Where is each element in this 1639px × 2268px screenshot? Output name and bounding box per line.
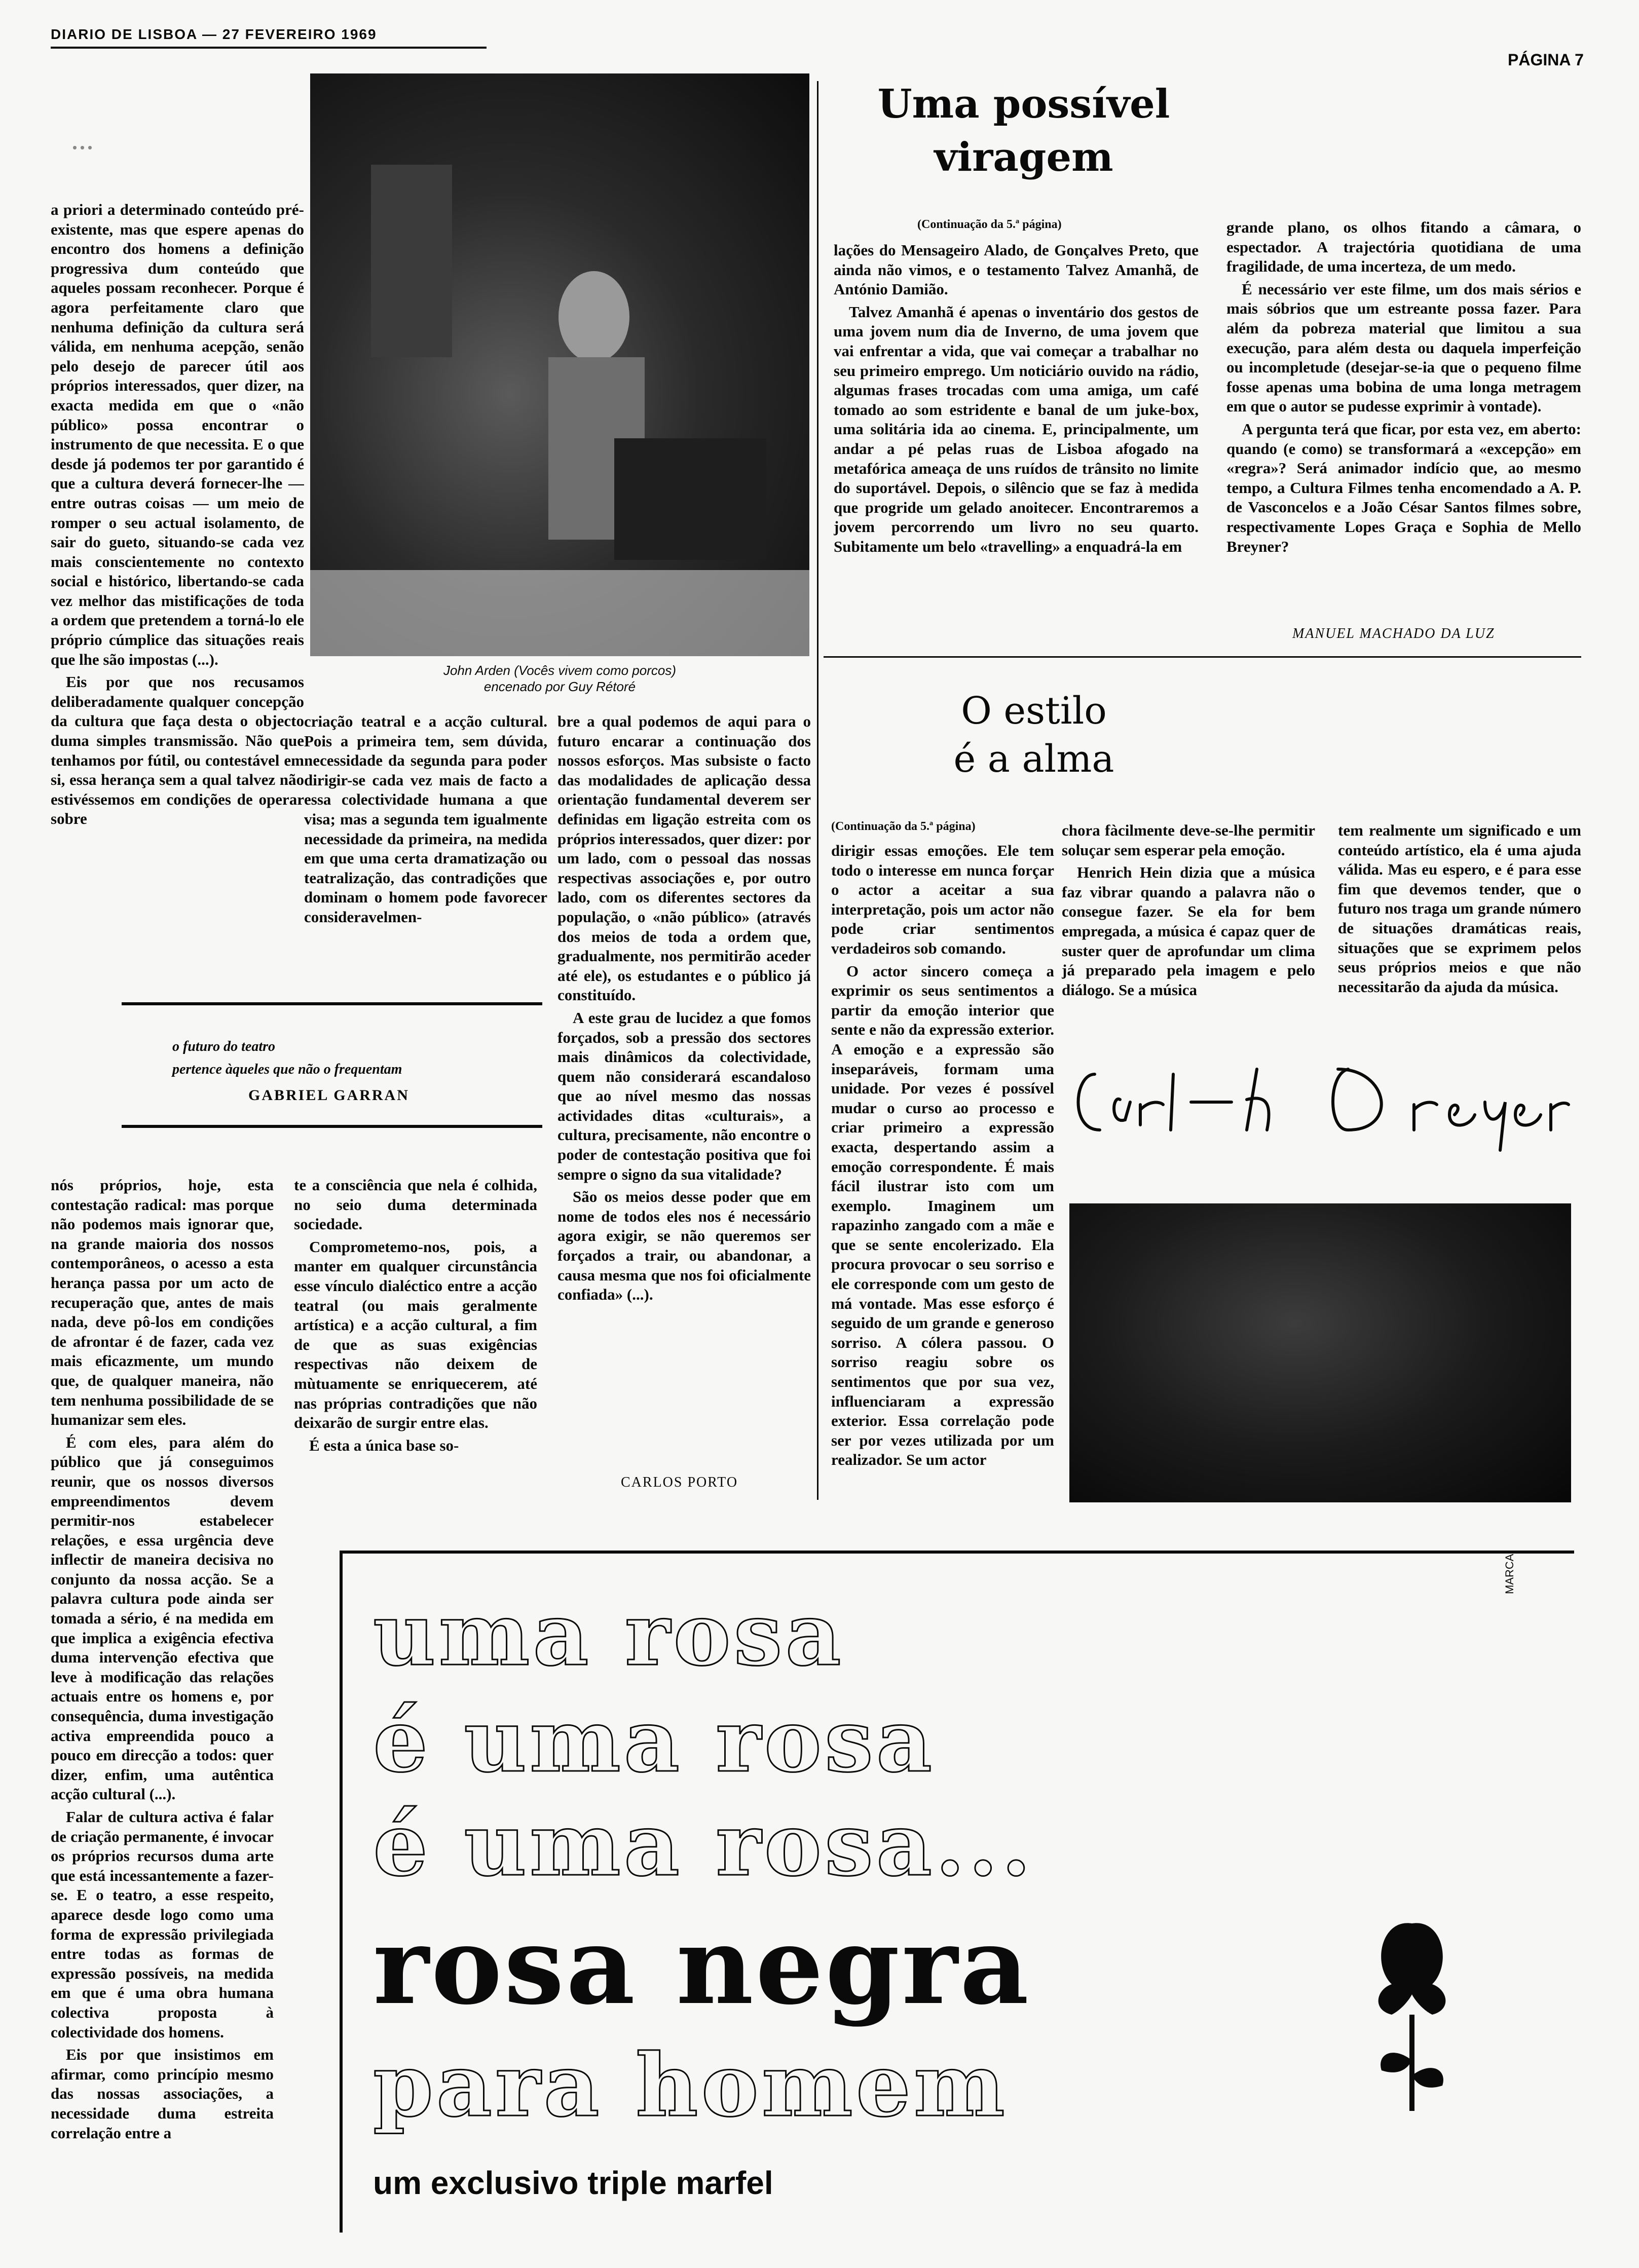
advert-line-3: é uma rosa... (373, 1794, 1034, 1896)
photo-caption-1: John Arden (Vocês vivem como porcos) (443, 663, 677, 678)
signature-carlos-porto: CARLOS PORTO (621, 1475, 738, 1490)
estilo-col-3 (1338, 821, 1581, 1034)
viragem-continuation: (Continuação da 5.ª página) (917, 218, 1062, 231)
middle-col-2 (557, 712, 811, 1502)
advert-brand: rosa negra (373, 1903, 1031, 2028)
left-para-1: a priori a determinado conteúdo pré-existente, mas que espere apenas do encontro dos homens a definição progressiva dum conteúdo que aqueles possam reconhecer. Porque é agora perfeitamente claro que nenhuma definição da cultura será válida, em nenhuma acepção, senão pelo desejo de parecer útil aos próprios interessados, quer dizer, na exacta medida em que o «não público» possa encontrar o instrumento de que necessita. E o que desde já podemos ter por garantido é que a cultura deverá fornecer-lhe — entre outras coisas — um meio de romper o seu actual isolamento, de sair do gueto, situando-se cada vez mais conscientemente no contexto social e histórico, libertando-se cada vez melhor das mistificações de toda a ordem que pretendem a torná-lo ele próprio cúmplice das situações reais que lhe são impostas (...). (51, 201, 304, 668)
advert-line-2: é uma rosa (373, 1690, 935, 1792)
column-divider (817, 81, 818, 1500)
header-rule (51, 47, 487, 49)
quote-line-1: o futuro do teatro (172, 1039, 276, 1054)
middle-col-2b-text: A este grau de lucidez a que fomos forçados, sob a pressão dos sectores mais dinâmicos da colectividade, quem não considerará escandaloso que ao nível mesmo das nossas actividades ditas «culturais», a cultura, precisamente, não encontre o poder de contestação positiva que foi sempre o signo da sua vitalidade? (557, 1008, 811, 1183)
viragem-col-2a: grande plano, os olhos fitando a câmara, o espectador. A trajectória quotidiana de uma fragilidade, de uma incerteza, de um medo. (1226, 218, 1581, 276)
estilo-col-2b: Henrich Hein dizia que a música faz vibrar quando a palavra não o consegue fazer. Se ela for bem empregada, a música é capaz quer de suster quer de aprofundar um clima já preparado pela imagem e pelo diálogo. Se a música (1062, 863, 1315, 999)
left-cont-2: É com eles, para além do público que já conseguimos reunir, que os nossos diversos empreendimentos devem permitir-nos estabelecer relações, e essa urgência deve inflectir de maneira decisiva no conjunto da nossa acção. Se a palavra cultura pode ainda ser tomada a sério, é na medida em que implica a exigência efectiva duma intervenção efectiva que leve à modificação das relações actuais entre os homens e, por consequência, duma investigação activa empreendida pouco a pouco em direcção a todos: quer dizer, enfim, uma autêntica acção cultural (...). (51, 1433, 274, 1803)
left-col-fragment: ... (71, 122, 94, 156)
quote-top-rule (122, 1002, 542, 1005)
estilo-col-2a: chora fàcilmente deve-se-lhe permitir soluçar sem esperar pela emoção. (1062, 821, 1315, 859)
quote-line-2: pertence àqueles que não o frequentam (172, 1062, 402, 1077)
middle-col-2c-text: São os meios desse poder que em nome de todos eles nos é necessário agora exigir, se não queremos ser forçados a trair, ou abandonar, a causa mesma que nos foi oficialmente confiada» (...). (557, 1188, 811, 1304)
advert-line-1: uma rosa (373, 1584, 844, 1685)
photo-prop (614, 438, 766, 560)
advert-side-label: MARCA (1503, 1554, 1516, 1594)
viragem-col-1 (834, 241, 1199, 646)
page-number: PÁGINA 7 (1508, 51, 1584, 69)
rose-icon (1361, 1908, 1463, 2121)
viragem-bottom-rule (824, 656, 1581, 658)
photo-figure-head (558, 271, 629, 362)
advert-footer: um exclusivo triple marfel (373, 2165, 773, 2201)
advert-tagline: para homem (373, 2035, 1008, 2136)
estilo-col-2 (1062, 821, 1315, 1034)
left-cont-3: Falar de cultura activa é falar de criação permanente, é invocar os próprios recursos duma arte que está incessantemente a fazer-se. E o teatro, a esse respeito, aparece desde logo como uma forma de expressão privilegiada entre todas as formas de expressão possíveis, na medida em que é uma obra humana colectiva proposta à colectividade dos homens. (51, 1808, 274, 2041)
viragem-col-2 (1226, 218, 1581, 623)
estilo-col-1b: O actor sincero começa a exprimir os seus sentimentos a partir da emoção interior que sente e não da expressão exterior. A emoção e a expressão são inseparáveis, formam uma unidade. Por vezes é possível mudar o curso ao processo e criar primeiro a expressão exacta, despertando assim a emoção correspondente. É mais fácil ilustrar isto com um exemplo. Imaginem um rapazinho zangado com a mãe e que se sente encolerizado. Ela procura provocar o seu sorriso e ele corresponde com um gesto de má vontade. Mas esse esforço é seguido de um grande e generoso sorriso. A cólera passou. O sorriso reagiu sobre os sentimentos que por sua vez, influenciaram a expressão exterior. Essa correlação pode ser por vezes utilizada por um realizador. Se um actor (831, 962, 1054, 1469)
lower-mid-1: te a consciência que nela é colhida, no seio duma determinada sociedade. (294, 1176, 537, 1233)
quote-author: GABRIEL GARRAN (248, 1087, 409, 1104)
viragem-col-1b: Talvez Amanhã é apenas o inventário dos gestos de uma jovem num dia de Inverno, de uma jovem que vai enfrentar a vida, que vai começar a trabalhar no seu primeiro emprego. Um noticiário ouvido na rádio, algumas frases trocadas com uma amiga, um café tomado ao som estridente e banal de um juke-box, uma solitária ida ao cinema. E, principalmente, um andar a pé pelas ruas de Lisboa afogado na metafórica ameaça de uns ruídos de trânsito no limite do suportável. Depois, o silêncio que se faz à medida que progride um gelado anoitecer. Encontraremos a jovem percorrendo um livro no seu quarto. Subitamente um belo «travelling» a enquadrá-la em (834, 303, 1199, 555)
page-header-left: DIARIO DE LISBOA — 27 FEVEREIRO 1969 (51, 26, 377, 42)
middle-col-1 (304, 712, 547, 988)
quote-bottom-rule (122, 1125, 542, 1128)
photo-doorway (371, 165, 452, 357)
left-column-bottom (51, 1176, 274, 2250)
dreyer-photo (1069, 1203, 1571, 1502)
estilo-col-1 (831, 841, 1054, 1510)
middle-col-2-text: bre a qual podemos de aqui para o futuro encarar a continuação dos nossos esforços. Mas subsiste o facto das modalidades de aplicação dessa orientação fundamental deverem ser definidas em ligação estreita com os próprios interessados, quer dizer: por um lado, com o pessoal das nossas respectivas associações e, por outro lado, com os diferentes sectores da população, o «não público» (através dos meios de toda a ordem que, gradualmente, nos permitirão aceder até ele), os estudantes e o público já constituído. (557, 712, 811, 1004)
viragem-col-2c: A pergunta terá que ficar, por esta vez, em aberto: quando (e como) se transformará a «excepção» em «regra»? Será animador indício que, ao mesmo tempo, a Cultura Filmes tenha encomendado a A. P. de Vasconcelos e a João César Santos filmes sobre, respectivamente Lopes Graça e Sophia de Mello Breyner? (1226, 420, 1581, 555)
autograph-stroke (1078, 1069, 1569, 1150)
photo-caption-2: encenado por Guy Rétoré (483, 679, 636, 694)
lower-middle-col (294, 1176, 537, 1500)
viragem-col-1a: lações do Mensageiro Alado, de Gonçalves Preto, que ainda não vimos, e o testamento Talvez Amanhã, de António Damião. (834, 241, 1199, 298)
viragem-col-2b: É necessário ver este filme, um dos mais sérios e mais sóbrios que um estreante possa fazer. Para além da pobreza material que limitou a sua execução, para além desta ou daquela imperfeição ou incompletude (desejar-se-ia que o pequeno filme fosse apenas uma bobina de uma longa metragem em que o autor se pudesse exprimir à vontade). (1226, 280, 1581, 415)
advert-box (340, 1551, 1574, 2233)
estilo-col-1a: dirigir essas emoções. Ele tem todo o interesse em nunca forçar o actor a aceitar a sua interpretação, pois um actor não pode criar sentimentos verdadeiros sob comando. (831, 842, 1054, 957)
theatre-photo (310, 73, 809, 656)
photo-figures (310, 73, 809, 656)
photo-floor (310, 570, 809, 656)
lower-mid-3: É esta a única base so- (309, 1436, 459, 1454)
left-cont-4: Eis por que insistimos em afirmar, como princípio mesmo das nossas associações, a necessidade duma estreita correlação entre a (51, 2046, 274, 2142)
estilo-continuation: (Continuação da 5.ª página) (831, 820, 976, 833)
estilo-title-2: é a alma (953, 737, 1114, 781)
viragem-title-1: Uma possível (877, 81, 1170, 127)
viragem-title-2: viragem (934, 134, 1113, 180)
estilo-col-3a: tem realmente um significado e um conteúdo artístico, ela é uma ajuda válida. Mas eu espero, e é para esse fim que devemos tender, que o futuro nos traga um grande número de situações dramáticas reais, situações que se exprimem pelos seus próprios meios e que não necessitarão da ajuda da música. (1338, 821, 1581, 996)
left-column-top (51, 200, 304, 978)
left-cont-1: nós próprios, hoje, esta contestação radical: mas porque não podemos mais ignorar que, na grande maioria dos nossos contemporâneos, o acesso a esta herança passa por um acto de recuperação que, antes de mais nada, deve pô-los em condições de afrontar é de fazer, cada vez mais eficazmente, um mundo que, de qualquer maneira, não tem nenhuma possibilidade de se humanizar sem eles. (51, 1176, 274, 1429)
left-para-2: Eis por que nos recusamos deliberadamente qualquer concepção da cultura que faça desta o objecto duma simples transmissão. Não que tenhamos por fútil, ou contestável em si, essa herança sem a qual talvez não estivéssemos em condições de operar sobre (51, 673, 304, 828)
estilo-title-1: O estilo (961, 689, 1107, 733)
dreyer-autograph (1064, 1054, 1571, 1155)
lower-mid-2: Comprometemo-nos, pois, a manter em qualquer circunstância esse vínculo dialéctico entre a acção teatral (ou mais geralmente artística) e a acção cultural, a fim de que as suas exigências respectivas não deixem de mùtuamente se enriquecerem, até nas próprias contradições que não deixarão de surgir entre elas. (294, 1237, 537, 1432)
middle-col-1-text: criação teatral e a acção cultural. Pois a primeira tem, sem dúvida, necessidade da segunda para poder dirigir-se cada vez mais de facto a essa colectividade humana a que visa; mas a segunda tem igualmente necessidade da primeira, na medida em que uma certa dramatização ou teatralização, das contradições que dominam o homem pode favorecer consideravelmen- (304, 712, 547, 926)
signature-machado-da-luz: MANUEL MACHADO DA LUZ (1292, 626, 1495, 641)
